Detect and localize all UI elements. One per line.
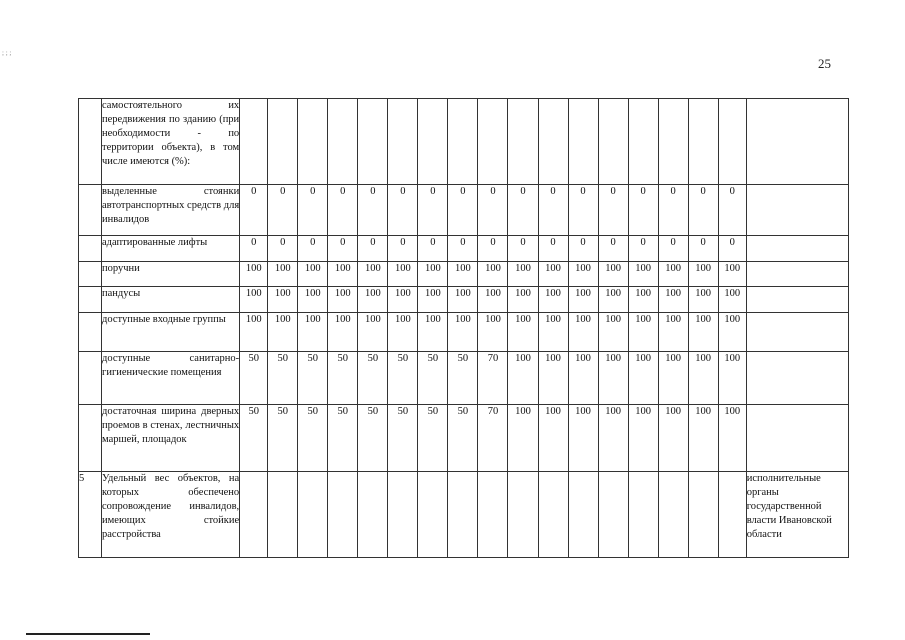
indicator-label-cell: адаптированные лифты — [102, 236, 240, 262]
value-cell: 0 — [508, 236, 538, 262]
value-cell: 50 — [328, 352, 358, 405]
value-cell: 0 — [538, 236, 568, 262]
value-cell — [240, 99, 268, 185]
value-cell: 100 — [268, 262, 298, 287]
value-cell — [568, 99, 598, 185]
value-cell: 0 — [628, 236, 658, 262]
value-cell — [688, 472, 718, 558]
responsible-body-cell — [746, 185, 848, 236]
value-cell: 100 — [298, 313, 328, 352]
value-cell — [358, 99, 388, 185]
value-cell: 0 — [628, 185, 658, 236]
value-cell: 100 — [538, 352, 568, 405]
table-row — [79, 352, 849, 405]
value-cell: 100 — [478, 313, 508, 352]
value-cell — [718, 99, 746, 185]
value-cell — [388, 99, 418, 185]
value-cell: 50 — [448, 352, 478, 405]
indicator-label-cell: пандусы — [102, 287, 240, 313]
value-cell: 100 — [240, 287, 268, 313]
value-cell — [628, 99, 658, 185]
value-cell — [328, 472, 358, 558]
value-cell: 100 — [598, 352, 628, 405]
value-cell: 100 — [358, 262, 388, 287]
value-cell: 0 — [418, 185, 448, 236]
value-cell: 0 — [298, 185, 328, 236]
value-cell: 100 — [508, 313, 538, 352]
value-cell: 50 — [298, 405, 328, 472]
value-cell: 100 — [328, 313, 358, 352]
row-number-cell — [79, 405, 102, 472]
value-cell: 100 — [538, 262, 568, 287]
indicator-label-cell: достаточная ширина дверных проемов в стенах, лестничных маршей, площадок — [102, 405, 240, 472]
value-cell: 50 — [388, 405, 418, 472]
table-row — [79, 236, 849, 262]
value-cell: 50 — [298, 352, 328, 405]
value-cell: 100 — [718, 405, 746, 472]
value-cell — [598, 472, 628, 558]
indicator-label-cell: доступные санитарно-гигиенические помещения — [102, 352, 240, 405]
value-cell: 100 — [448, 313, 478, 352]
value-cell — [568, 472, 598, 558]
responsible-body-cell — [746, 352, 848, 405]
value-cell: 0 — [418, 236, 448, 262]
value-cell: 100 — [718, 262, 746, 287]
value-cell: 100 — [418, 287, 448, 313]
value-cell: 50 — [418, 405, 448, 472]
value-cell: 0 — [568, 185, 598, 236]
value-cell: 0 — [658, 185, 688, 236]
scan-artifact-line — [26, 633, 150, 635]
page-number: 25 — [818, 56, 831, 71]
value-cell: 100 — [568, 287, 598, 313]
value-cell: 0 — [718, 236, 746, 262]
value-cell: 100 — [240, 313, 268, 352]
value-cell: 0 — [328, 185, 358, 236]
responsible-body-cell: исполнительные органы государственной власти Ивановской области — [746, 472, 848, 558]
responsible-body-cell — [746, 262, 848, 287]
value-cell: 50 — [418, 352, 448, 405]
value-cell: 100 — [568, 352, 598, 405]
value-cell: 100 — [298, 287, 328, 313]
table-row — [79, 313, 849, 352]
responsible-body-cell — [746, 99, 848, 185]
value-cell: 100 — [688, 313, 718, 352]
value-cell: 0 — [240, 236, 268, 262]
value-cell — [298, 472, 328, 558]
value-cell: 0 — [598, 185, 628, 236]
value-cell — [388, 472, 418, 558]
value-cell: 100 — [388, 262, 418, 287]
indicator-table — [78, 98, 849, 558]
value-cell: 0 — [328, 236, 358, 262]
value-cell — [448, 99, 478, 185]
value-cell: 100 — [688, 405, 718, 472]
value-cell: 0 — [268, 236, 298, 262]
table-row — [79, 185, 849, 236]
value-cell: 100 — [628, 313, 658, 352]
value-cell — [358, 472, 388, 558]
row-number-cell: 5 — [79, 472, 102, 558]
value-cell: 100 — [478, 287, 508, 313]
value-cell — [478, 99, 508, 185]
value-cell: 0 — [240, 185, 268, 236]
value-cell — [448, 472, 478, 558]
value-cell: 100 — [508, 405, 538, 472]
value-cell: 50 — [268, 352, 298, 405]
responsible-body-cell — [746, 287, 848, 313]
indicator-label-cell: доступные входные группы — [102, 313, 240, 352]
margin-marks: ; ; ; — [2, 49, 12, 57]
indicator-label-cell: Удельный вес объектов, на которых обеспечено сопровождение инвалидов, имеющих стойкие расстройства — [102, 472, 240, 558]
value-cell: 100 — [478, 262, 508, 287]
value-cell — [268, 99, 298, 185]
value-cell: 100 — [688, 352, 718, 405]
value-cell: 100 — [418, 313, 448, 352]
value-cell: 50 — [268, 405, 298, 472]
value-cell — [658, 472, 688, 558]
value-cell: 100 — [628, 405, 658, 472]
table-row — [79, 99, 849, 185]
value-cell: 50 — [328, 405, 358, 472]
value-cell: 100 — [418, 262, 448, 287]
value-cell: 0 — [568, 236, 598, 262]
table-row — [79, 262, 849, 287]
value-cell: 100 — [298, 262, 328, 287]
value-cell: 0 — [508, 185, 538, 236]
value-cell: 0 — [358, 236, 388, 262]
value-cell — [418, 472, 448, 558]
value-cell — [538, 472, 568, 558]
row-number-cell — [79, 287, 102, 313]
value-cell: 100 — [268, 287, 298, 313]
responsible-body-cell — [746, 236, 848, 262]
value-cell: 100 — [628, 262, 658, 287]
value-cell: 70 — [478, 405, 508, 472]
value-cell: 100 — [658, 405, 688, 472]
value-cell: 100 — [328, 287, 358, 313]
value-cell — [658, 99, 688, 185]
value-cell: 0 — [358, 185, 388, 236]
value-cell: 100 — [688, 287, 718, 313]
value-cell — [298, 99, 328, 185]
value-cell: 100 — [268, 313, 298, 352]
value-cell: 100 — [598, 313, 628, 352]
value-cell — [718, 472, 746, 558]
value-cell: 100 — [598, 262, 628, 287]
row-number-cell — [79, 185, 102, 236]
value-cell: 0 — [448, 185, 478, 236]
value-cell: 50 — [358, 352, 388, 405]
value-cell: 100 — [718, 313, 746, 352]
value-cell: 0 — [388, 236, 418, 262]
value-cell: 100 — [568, 405, 598, 472]
responsible-body-cell — [746, 313, 848, 352]
row-number-cell — [79, 352, 102, 405]
value-cell: 100 — [240, 262, 268, 287]
value-cell — [508, 472, 538, 558]
value-cell: 0 — [388, 185, 418, 236]
row-number-cell — [79, 99, 102, 185]
value-cell: 0 — [538, 185, 568, 236]
table-row — [79, 405, 849, 472]
value-cell: 100 — [388, 287, 418, 313]
value-cell — [598, 99, 628, 185]
responsible-body-cell — [746, 405, 848, 472]
value-cell: 0 — [478, 185, 508, 236]
value-cell: 0 — [448, 236, 478, 262]
table-row — [79, 472, 849, 558]
value-cell — [628, 472, 658, 558]
value-cell: 100 — [328, 262, 358, 287]
value-cell — [328, 99, 358, 185]
value-cell: 50 — [448, 405, 478, 472]
value-cell: 100 — [658, 352, 688, 405]
value-cell — [418, 99, 448, 185]
value-cell: 100 — [658, 287, 688, 313]
value-cell: 100 — [448, 287, 478, 313]
value-cell: 50 — [358, 405, 388, 472]
value-cell: 0 — [688, 236, 718, 262]
value-cell: 100 — [508, 262, 538, 287]
indicator-label-cell: выделенные стоянки автотранспортных средств для инвалидов — [102, 185, 240, 236]
value-cell: 100 — [628, 352, 658, 405]
value-cell: 100 — [718, 287, 746, 313]
value-cell: 100 — [598, 287, 628, 313]
value-cell: 100 — [538, 313, 568, 352]
value-cell: 0 — [298, 236, 328, 262]
value-cell: 0 — [688, 185, 718, 236]
value-cell: 50 — [240, 405, 268, 472]
value-cell: 100 — [658, 262, 688, 287]
value-cell: 100 — [718, 352, 746, 405]
row-number-cell — [79, 313, 102, 352]
value-cell: 100 — [538, 405, 568, 472]
value-cell — [508, 99, 538, 185]
value-cell: 100 — [388, 313, 418, 352]
value-cell — [538, 99, 568, 185]
value-cell: 0 — [658, 236, 688, 262]
value-cell — [240, 472, 268, 558]
value-cell: 100 — [358, 313, 388, 352]
value-cell: 100 — [508, 287, 538, 313]
value-cell: 100 — [538, 287, 568, 313]
value-cell: 50 — [388, 352, 418, 405]
value-cell: 50 — [240, 352, 268, 405]
value-cell: 100 — [568, 313, 598, 352]
value-cell: 0 — [478, 236, 508, 262]
value-cell: 100 — [448, 262, 478, 287]
value-cell: 70 — [478, 352, 508, 405]
value-cell: 100 — [358, 287, 388, 313]
row-number-cell — [79, 236, 102, 262]
value-cell: 100 — [628, 287, 658, 313]
table-row — [79, 287, 849, 313]
row-number-cell — [79, 262, 102, 287]
value-cell — [478, 472, 508, 558]
value-cell: 0 — [598, 236, 628, 262]
value-cell — [688, 99, 718, 185]
indicator-label-cell: самостоятельного их передвижения по зданию (при необходимости - по территории объекта), в том числе имеются (%): — [102, 99, 240, 185]
value-cell: 100 — [688, 262, 718, 287]
value-cell: 0 — [718, 185, 746, 236]
value-cell: 100 — [508, 352, 538, 405]
value-cell: 100 — [598, 405, 628, 472]
value-cell: 100 — [568, 262, 598, 287]
indicator-label-cell: поручни — [102, 262, 240, 287]
value-cell: 0 — [268, 185, 298, 236]
value-cell — [268, 472, 298, 558]
value-cell: 100 — [658, 313, 688, 352]
